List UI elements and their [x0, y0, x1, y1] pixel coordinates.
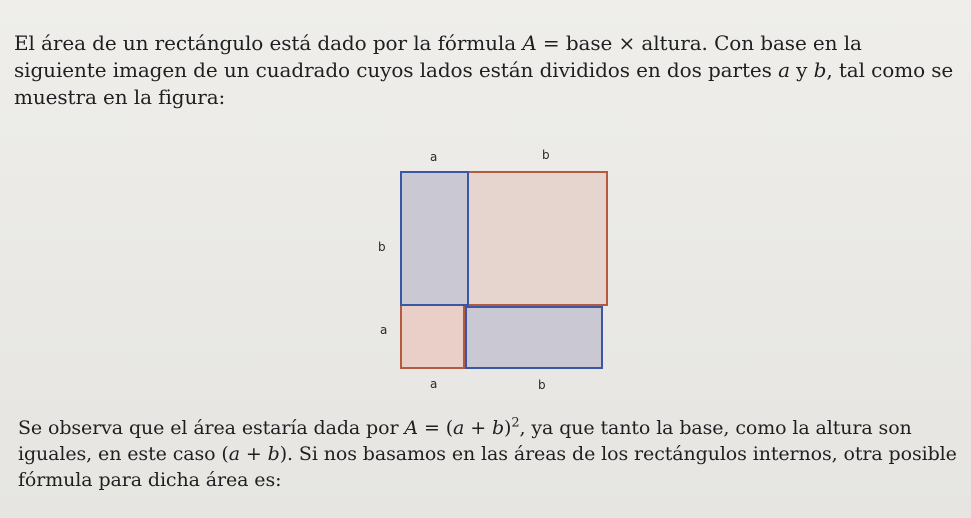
intro-text-3: , tal como se muestra en la figura: [14, 58, 954, 109]
square-diagram [360, 140, 640, 400]
case-var-b: b [267, 443, 280, 465]
formula-exponent: 2 [511, 415, 520, 431]
formula-var-b: b [491, 417, 505, 439]
bottom-left-square [400, 306, 465, 369]
explanation-text-1: Se observa que el área estaría dada por [18, 417, 405, 439]
case-var-a: a [228, 443, 240, 465]
bottom-label-b: b [538, 378, 546, 392]
top-label-a: a [430, 150, 438, 164]
case-plus: + [239, 443, 268, 465]
intro-text-1: El área de un rectángulo está dado por la fórmula [14, 31, 523, 55]
top-label-b: b [542, 148, 550, 162]
intro-var-A: A [522, 31, 537, 55]
bottom-right-square [465, 306, 603, 369]
formula-plus: + [464, 417, 492, 439]
formula-var-a: a [453, 417, 465, 439]
formula-close-paren: ) [504, 417, 512, 439]
intro-equation: = base × altura. [536, 31, 708, 55]
left-label-a: a [380, 323, 388, 337]
explanation-text-2: , ya que tanto la base, como la altura son iguales, en este caso ( [18, 417, 912, 465]
intro-paragraph [14, 30, 959, 111]
explanation-paragraph [18, 415, 963, 493]
intro-var-b: b [813, 58, 827, 82]
formula-var-A: A [404, 417, 418, 439]
intro-var-a: a [778, 58, 790, 82]
bottom-label-a: a [430, 377, 438, 391]
left-label-b: b [378, 240, 386, 254]
intro-text-y: y [789, 58, 814, 82]
intro-text-2: Con base en la siguiente imagen de un cuadrado cuyos lados están divididos en dos partes [14, 31, 862, 82]
explanation-text-3: ). Si nos basamos en las áreas de los rectángulos internos, otra posible fórmula para dicha área es: [18, 443, 957, 491]
top-left-rectangle [400, 171, 469, 306]
top-right-rectangle [469, 171, 608, 306]
formula-equals: = ( [418, 417, 454, 439]
